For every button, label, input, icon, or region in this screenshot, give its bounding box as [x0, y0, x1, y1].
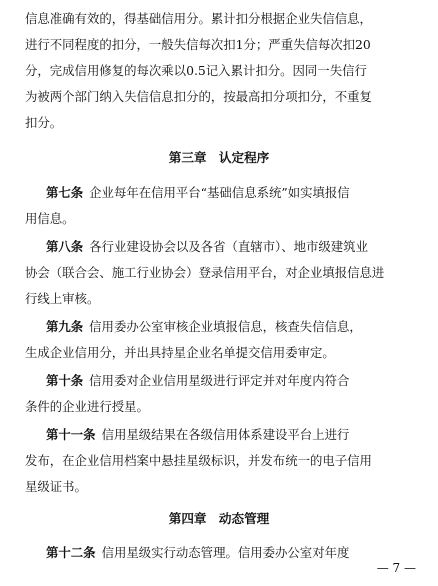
article-8-line-3: 行线上审核。 [25, 291, 100, 306]
article-11-line-2: 发布，在企业信用档案中悬挂星级标识，并发布统一的电子信用 [25, 453, 372, 468]
article-10-text-1: 信用委对企业信用星级进行评定并对年度内符合 [89, 373, 350, 388]
article-7-label: 第七条 [46, 185, 84, 200]
article-9-line-1 [46, 318, 438, 335]
article-11-label: 第十一条 [46, 427, 96, 442]
chapter-4-heading [0, 510, 438, 527]
chapter-3-title: 认定程序 [218, 150, 270, 165]
article-10-line-1 [46, 372, 438, 389]
chapter-4-title: 动态管理 [218, 511, 270, 526]
article-12-text-1: 信用星级实行动态管理。信用委办公室对年度 [101, 545, 350, 560]
article-9-label: 第九条 [46, 319, 84, 334]
article-7-line-2: 用信息。 [25, 211, 75, 226]
article-8-text-1: 各行业建设协会以及各省（直辖市）、地市级建筑业 [89, 239, 368, 254]
para1-line-4: 为被两个部门纳入失信信息扣分的，按最高扣分项扣分，不重复 [25, 89, 372, 104]
article-8-line-1 [46, 238, 438, 255]
article-7-line-1 [46, 184, 438, 201]
article-9-text-1: 信用委办公室审核企业填报信息，核查失信信息， [89, 319, 362, 334]
article-10-line-2: 条件的企业进行授星。 [25, 399, 149, 414]
para1-line-1: 信息准确有效的，得基础信用分。累计扣分根据企业失信信息， [25, 11, 372, 26]
article-10-label: 第十条 [46, 373, 84, 388]
para1-line-2: 进行不同程度的扣分，一般失信每次扣1分；严重失信每次扣20 [25, 37, 371, 52]
article-7-text-1: 企业每年在信用平台“基础信息系统”如实填报信 [89, 185, 350, 200]
chapter-3-number: 第三章 [168, 150, 207, 165]
page-number: — 7 — [376, 561, 416, 575]
chapter-4-number: 第四章 [168, 511, 207, 526]
article-11-line-3: 星级证书。 [25, 479, 87, 494]
article-11-line-1 [46, 426, 438, 443]
article-12-line-1 [46, 544, 438, 561]
article-11-text-1: 信用星级结果在各级信用体系建设平台上进行 [101, 427, 350, 442]
para1-line-3: 分，完成信用修复的每次乘以0.5记入累计扣分。因同一失信行 [25, 63, 367, 78]
article-12-label: 第十二条 [46, 545, 96, 560]
article-8-label: 第八条 [46, 239, 84, 254]
para1-line-5: 扣分。 [25, 115, 63, 130]
chapter-3-heading [0, 149, 438, 166]
article-8-line-2: 协会（联合会、施工行业协会）登录信用平台，对企业填报信息进 [25, 265, 385, 280]
article-9-line-2: 生成企业信用分，并出具持星企业名单提交信用委审定。 [25, 345, 335, 360]
